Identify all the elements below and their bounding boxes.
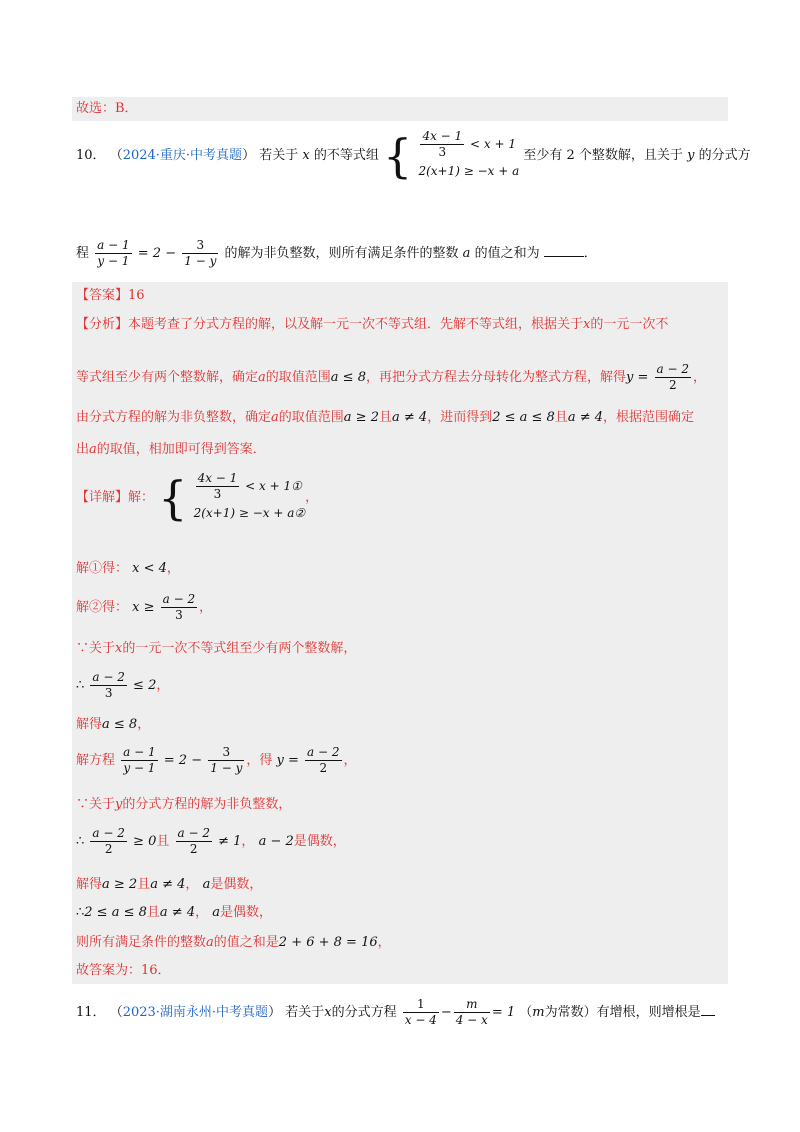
step-12: 故答案为：16． bbox=[76, 963, 171, 978]
analysis-line2: 等式组至少有两个整数解，确定a的取值范围a ≤ 8，再把分式方程去分母转化为整式方程，解得y = $\frac{a - 2}{2}$ ， bbox=[76, 362, 707, 392]
step-2: 解②得： x ≥ $\frac{a - 2}{3}$ ， bbox=[76, 592, 213, 622]
step-8: ∴ $\frac{a - 2}{2}$ ≥ 0且 $\frac{a - 2}{2}$ ≠ 1， a − 2是偶数， bbox=[76, 826, 346, 856]
q10-number: 10． bbox=[76, 148, 106, 163]
step-10: ∴2 ≤ a ≤ 8且a ≠ 4， a是偶数， bbox=[76, 905, 273, 920]
step-1: 解①得： x < 4， bbox=[76, 561, 180, 576]
q11-line: 11． （2023·湖南永州·中考真题） 若关于x的分式方程 $\frac{1}{x - 4}$ − $\frac{m}{4 - x}$ = 1 （m为常数）有增根，则增根是 bbox=[76, 994, 715, 1032]
q10-line2: 程 $\frac{a - 1}{y - 1}$ = 2 − $\frac{3}{1 - y}$ 的解为非负整数，则所有满足条件的整数 a 的值之和为 ． bbox=[76, 238, 597, 268]
detail-inequality-system: $\frac{4x - 1}{3}$ < x + 1① 2(x+1) ≥ −x + a② bbox=[193, 471, 306, 520]
step-3: ∵关于x的一元一次不等式组至少有两个整数解， bbox=[76, 641, 357, 656]
step-4: ∴ $\frac{a - 2}{3}$ ≤ 2， bbox=[76, 670, 170, 700]
analysis-line1: 【分析】本题考查了分式方程的解，以及解一元一次不等式组．先解不等式组，根据关于x的一元一次不 bbox=[76, 317, 669, 332]
q10-source: 2024·重庆·中考真题 bbox=[122, 148, 243, 163]
answer-shade-prev bbox=[72, 97, 728, 121]
left-brace-icon: { bbox=[158, 470, 188, 525]
q11-number: 11． bbox=[76, 1005, 106, 1020]
answer-blank bbox=[701, 1015, 715, 1016]
q10-inequality-system: $\frac{4x - 1}{3}$ < x + 1 2(x+1) ≥ −x + a bbox=[418, 129, 520, 178]
step-6: 解方程 $\frac{a - 1}{y - 1}$ = 2 − $\frac{3}{1 - y}$ ，得 y = $\frac{a - 2}{2}$ ， bbox=[76, 745, 357, 775]
q10-line1: 10． （2024·重庆·中考真题） 若关于 x 的不等式组 { $\frac{4x - 1}{3}$ < x + 1 2(x+1) ≥ −x + a 至少有 2 个整数解，且关于 y 的分式方 bbox=[76, 128, 751, 183]
step-11: 则所有满足条件的整数a的值之和是2 + 6 + 8 = 16， bbox=[76, 935, 391, 950]
analysis-line3: 由分式方程的解为非负整数，确定a的取值范围a ≥ 2且a ≠ 4，进而得到2 ≤ a ≤ 8且a ≠ 4，根据范围确定 bbox=[76, 410, 695, 425]
prev-answer-line: 故选：B． bbox=[76, 101, 138, 116]
q11-source: 2023·湖南永州·中考真题 bbox=[122, 1005, 269, 1020]
answer-line: 【答案】16 bbox=[76, 288, 145, 303]
detail-line: 【详解】解： { $\frac{4x - 1}{3}$ < x + 1① 2(x+1) ≥ −x + a② ， bbox=[76, 470, 319, 525]
step-7: ∵关于y的分式方程的解为非负整数， bbox=[76, 797, 292, 812]
left-brace-icon: { bbox=[383, 128, 413, 183]
step-5: 解得a ≤ 8， bbox=[76, 717, 151, 732]
step-9: 解得a ≥ 2且a ≠ 4， a是偶数， bbox=[76, 877, 263, 892]
analysis-line4: 出a的取值，相加即可得到答案． bbox=[76, 442, 266, 457]
answer-blank bbox=[544, 256, 584, 257]
